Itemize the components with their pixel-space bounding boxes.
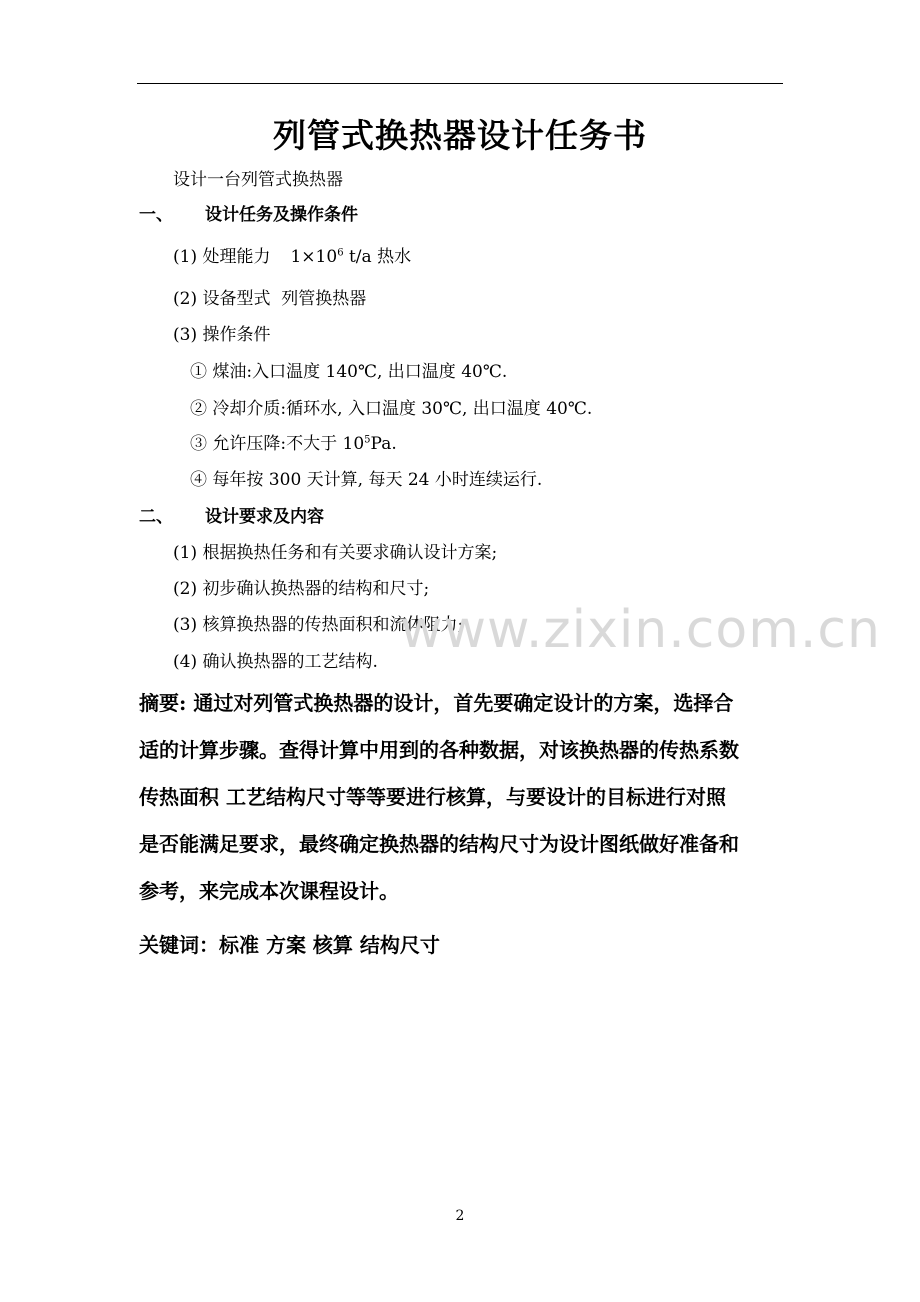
abstract bbox=[139, 683, 787, 918]
requirement-item: (2) 初步确认换热器的结构和尺寸; bbox=[173, 579, 430, 599]
abstract-line: 传热面积 工艺结构尺寸等等要进行核算，与要设计的目标进行对照 bbox=[139, 785, 726, 809]
capacity-label: (1) 处理能力 bbox=[173, 247, 271, 267]
section1-heading: 设计任务及操作条件 bbox=[205, 205, 358, 225]
section1-number: 一、 bbox=[139, 205, 173, 225]
condition-operating-time: ④ 每年按 300 天计算, 每天 24 小时连续运行. bbox=[190, 470, 543, 490]
abstract-line: 摘要: 通过对列管式换热器的设计，首先要确定设计的方案，选择合 bbox=[139, 691, 734, 715]
capacity-value-unit: t/a 热水 bbox=[343, 247, 412, 267]
condition-cooling-medium: ② 冷却介质:循环水, 入口温度 30℃, 出口温度 40℃. bbox=[190, 399, 593, 419]
requirement-item: (1) 根据换热任务和有关要求确认设计方案; bbox=[173, 543, 498, 563]
pressure-drop-unit: Pa. bbox=[370, 434, 397, 454]
abstract-line: 适的计算步骤。查得计算中用到的各种数据，对该换热器的传热系数 bbox=[139, 738, 739, 762]
condition-pressure-drop bbox=[190, 432, 397, 456]
condition-kerosene: ① 煤油:入口温度 140℃, 出口温度 40℃. bbox=[190, 362, 508, 382]
watermark: www.zixin.com.cn bbox=[400, 600, 881, 660]
page-number: 2 bbox=[455, 1208, 465, 1224]
capacity-value-base: 1×10 bbox=[290, 247, 338, 267]
equipment-type-label: (2) 设备型式 bbox=[173, 289, 271, 309]
pressure-drop-exponent: 5 bbox=[364, 434, 371, 446]
equipment-type-item bbox=[173, 287, 366, 311]
keywords: 关键词：标准 方案 核算 结构尺寸 bbox=[139, 933, 440, 957]
equipment-type-value: 列管换热器 bbox=[281, 289, 367, 309]
operating-conditions-label: (3) 操作条件 bbox=[173, 325, 271, 345]
abstract-line: 是否能满足要求，最终确定换热器的结构尺寸为设计图纸做好准备和 bbox=[139, 832, 739, 856]
header-rule bbox=[137, 83, 783, 84]
document-title: 列管式换热器设计任务书 bbox=[273, 116, 647, 155]
pressure-drop-text: ③ 允许压降:不大于 10 bbox=[190, 434, 365, 454]
capacity-item bbox=[173, 245, 411, 269]
section2-heading: 设计要求及内容 bbox=[205, 507, 324, 527]
abstract-line: 参考，来完成本次课程设计。 bbox=[139, 879, 399, 903]
subtitle: 设计一台列管式换热器 bbox=[173, 170, 343, 190]
capacity-value-exponent: 6 bbox=[337, 247, 344, 259]
section2-number: 二、 bbox=[139, 507, 173, 527]
requirement-item: (3) 核算换热器的传热面积和流体阻力; bbox=[173, 615, 464, 635]
requirement-item: (4) 确认换热器的工艺结构. bbox=[173, 652, 378, 672]
